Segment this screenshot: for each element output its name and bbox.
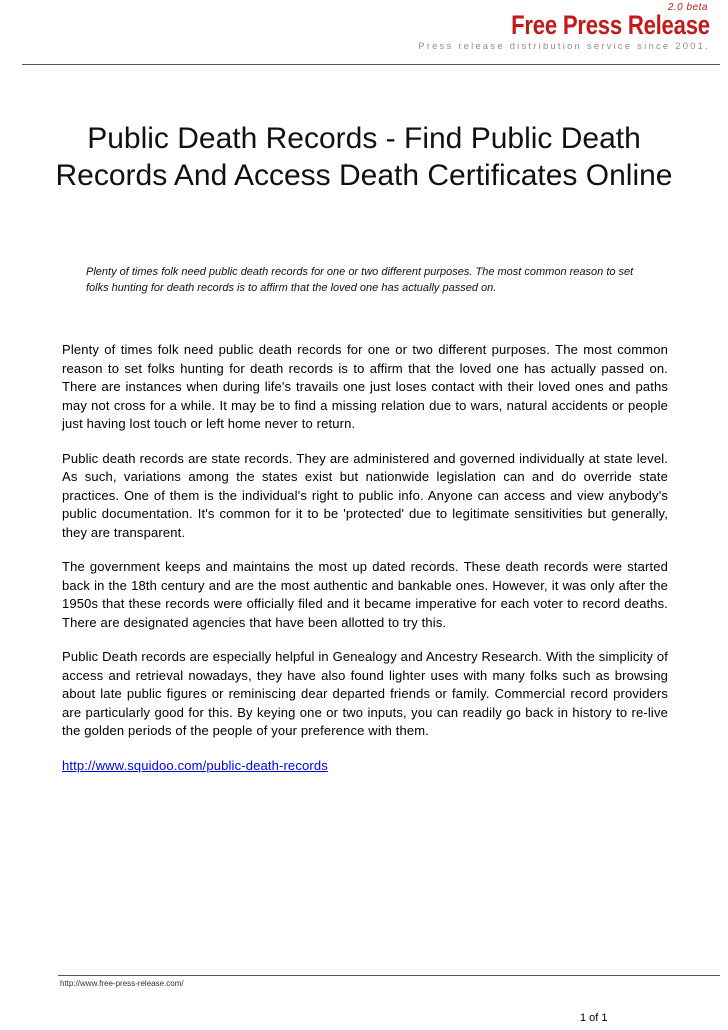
page-number: 1 of 1 bbox=[580, 1012, 608, 1024]
source-link-paragraph bbox=[62, 757, 668, 776]
brand-logo bbox=[418, 2, 710, 52]
brand-name: Free Press Release bbox=[511, 10, 710, 40]
brand-tagline: Press release distribution service since 2001. bbox=[418, 41, 710, 52]
summary-text: Plenty of times folk need public death records for one or two different purposes. The most common reason to set folks hunting for death records is to affirm that the loved one has actually passed on. bbox=[86, 266, 634, 294]
page-title: Public Death Records - Find Public Death Records And Access Death Certificates Online bbox=[55, 122, 673, 192]
paragraph: Public death records are state records. They are administered and governed individually at state level. As such, variations among the states exist but nationwide legislation can and do override state practices. One of them is the individual's right to public info. Anyone can access and view anybody's public documentation. It's common for it to be 'protected' due to legitimate sensitivities but generally, they are transparent. bbox=[62, 450, 668, 540]
footer-divider bbox=[58, 975, 720, 976]
article-body bbox=[62, 341, 668, 791]
paragraph: The government keeps and maintains the most up dated records. These death records were started back in the 18th century and are the most authentic and bankable ones. However, it was only after the 1950s that these records were officially filed and it became imperative for each voter to record deaths. There are designated agencies that have been allotted to try this. bbox=[62, 559, 668, 630]
footer-url: http://www.free-press-release.com/ bbox=[60, 979, 184, 988]
header-divider bbox=[22, 64, 720, 65]
paragraph: Plenty of times folk need public death records for one or two different purposes. The most common reason to set folks hunting for death records is to affirm that the loved one has actually passed on. There are instances when during life's travails one just loses contact with their loved ones and paths may not cross for a while. It may be to find a missing relation due to wars, natural accidents or people just having lost touch or left home never to return. bbox=[62, 342, 668, 431]
source-link[interactable]: http://www.squidoo.com/public-death-records bbox=[62, 757, 328, 773]
beta-badge: 2.0 beta bbox=[667, 2, 708, 13]
paragraph: Public Death records are especially helpful in Genealogy and Ancestry Research. With the simplicity of access and retrieval nowadays, they have also found lighter uses with many folks such as browsing about late public figures or reminiscing dear departed friends or family. Commercial record providers are particularly good for this. By keying one or two inputs, you can readily go back in history to re-live the golden periods of the people of your preference with them. bbox=[62, 649, 668, 738]
